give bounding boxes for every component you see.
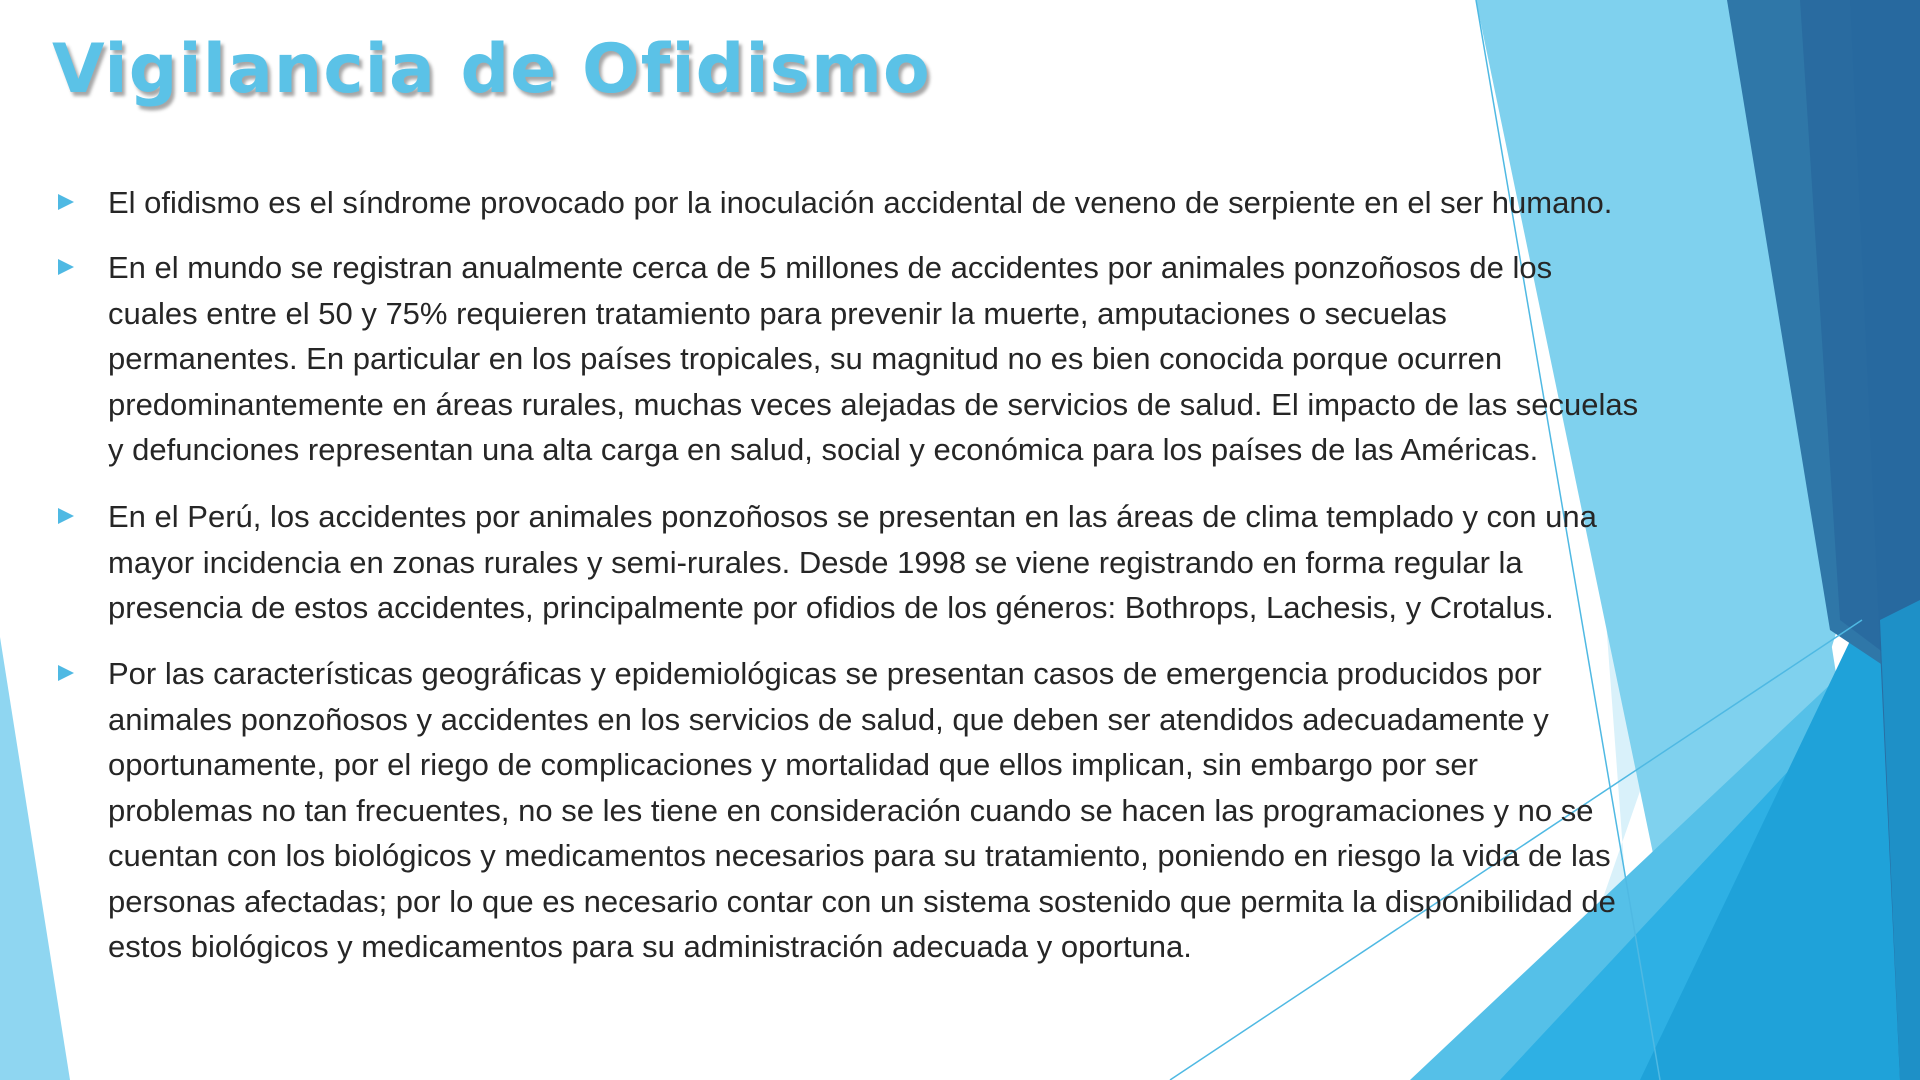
text-line: mayor incidencia en zonas rurales y semi-rurales. Desde 1998 se viene registrando en forma regular la xyxy=(108,544,1523,580)
triangle-bullet-icon xyxy=(58,194,74,210)
text-line: permanentes. En particular en los países tropicales, su magnitud no es bien conocida porque ocurren xyxy=(108,341,1503,376)
left-accent-shape xyxy=(0,637,70,1080)
bullet-text xyxy=(108,245,1808,473)
text-line: oportunamente, por el riego de complicaciones y mortalidad que ellos implican, sin embargo por ser xyxy=(108,747,1478,782)
triangle-bullet-icon xyxy=(58,508,74,524)
text-line: cuentan con los biológicos y medicamentos necesarios para su tratamiento, poniendo en riesgo la vida de las xyxy=(108,838,1611,873)
text-line: En el mundo se registran anualmente cerca de 5 millones de accidentes por animales ponzoñosos de los xyxy=(108,250,1553,285)
text-line: personas afectadas; por lo que es necesario contar con un sistema sostenido que permita la disponibilidad de xyxy=(108,883,1616,919)
text-line: El ofidismo es el síndrome provocado por la inoculación accidental de veneno de serpiente en el ser humano. xyxy=(108,185,1613,220)
text-line: estos biológicos y medicamentos para su administración adecuada y oportuna. xyxy=(108,929,1192,964)
slide-title: Vigilancia de Ofidismo xyxy=(52,30,931,109)
bullet-text xyxy=(108,651,1808,970)
text-line: presencia de estos accidentes, principalmente por ofidios de los géneros: Bothrops, Lachesis, y Crotalus. xyxy=(108,590,1554,625)
text-line: animales ponzoñosos y accidentes en los servicios de salud, que deben ser atendidos adecuadamente y xyxy=(108,701,1549,737)
bullet-text xyxy=(108,180,1808,226)
bullet-text xyxy=(108,494,1808,631)
text-line: y defunciones representan una alta carga en salud, social y económica para los países de las Américas. xyxy=(108,432,1539,467)
triangle-bullet-icon xyxy=(58,665,74,681)
text-line: En el Perú, los accidentes por animales ponzoñosos se presentan en las áreas de clima templado y con una xyxy=(108,499,1597,534)
text-line: cuales entre el 50 y 75% requieren tratamiento para prevenir la muerte, amputaciones o secuelas xyxy=(108,295,1447,331)
triangle-bullet-icon xyxy=(58,259,74,275)
text-line: predominantemente en áreas rurales, muchas veces alejadas de servicios de salud. El impacto de las secuelas xyxy=(108,386,1639,422)
text-line: Por las características geográficas y epidemiológicas se presentan casos de emergencia producidos por xyxy=(108,656,1542,691)
text-line: problemas no tan frecuentes, no se les tiene en consideración cuando se hacen las programaciones y no se xyxy=(108,792,1594,828)
